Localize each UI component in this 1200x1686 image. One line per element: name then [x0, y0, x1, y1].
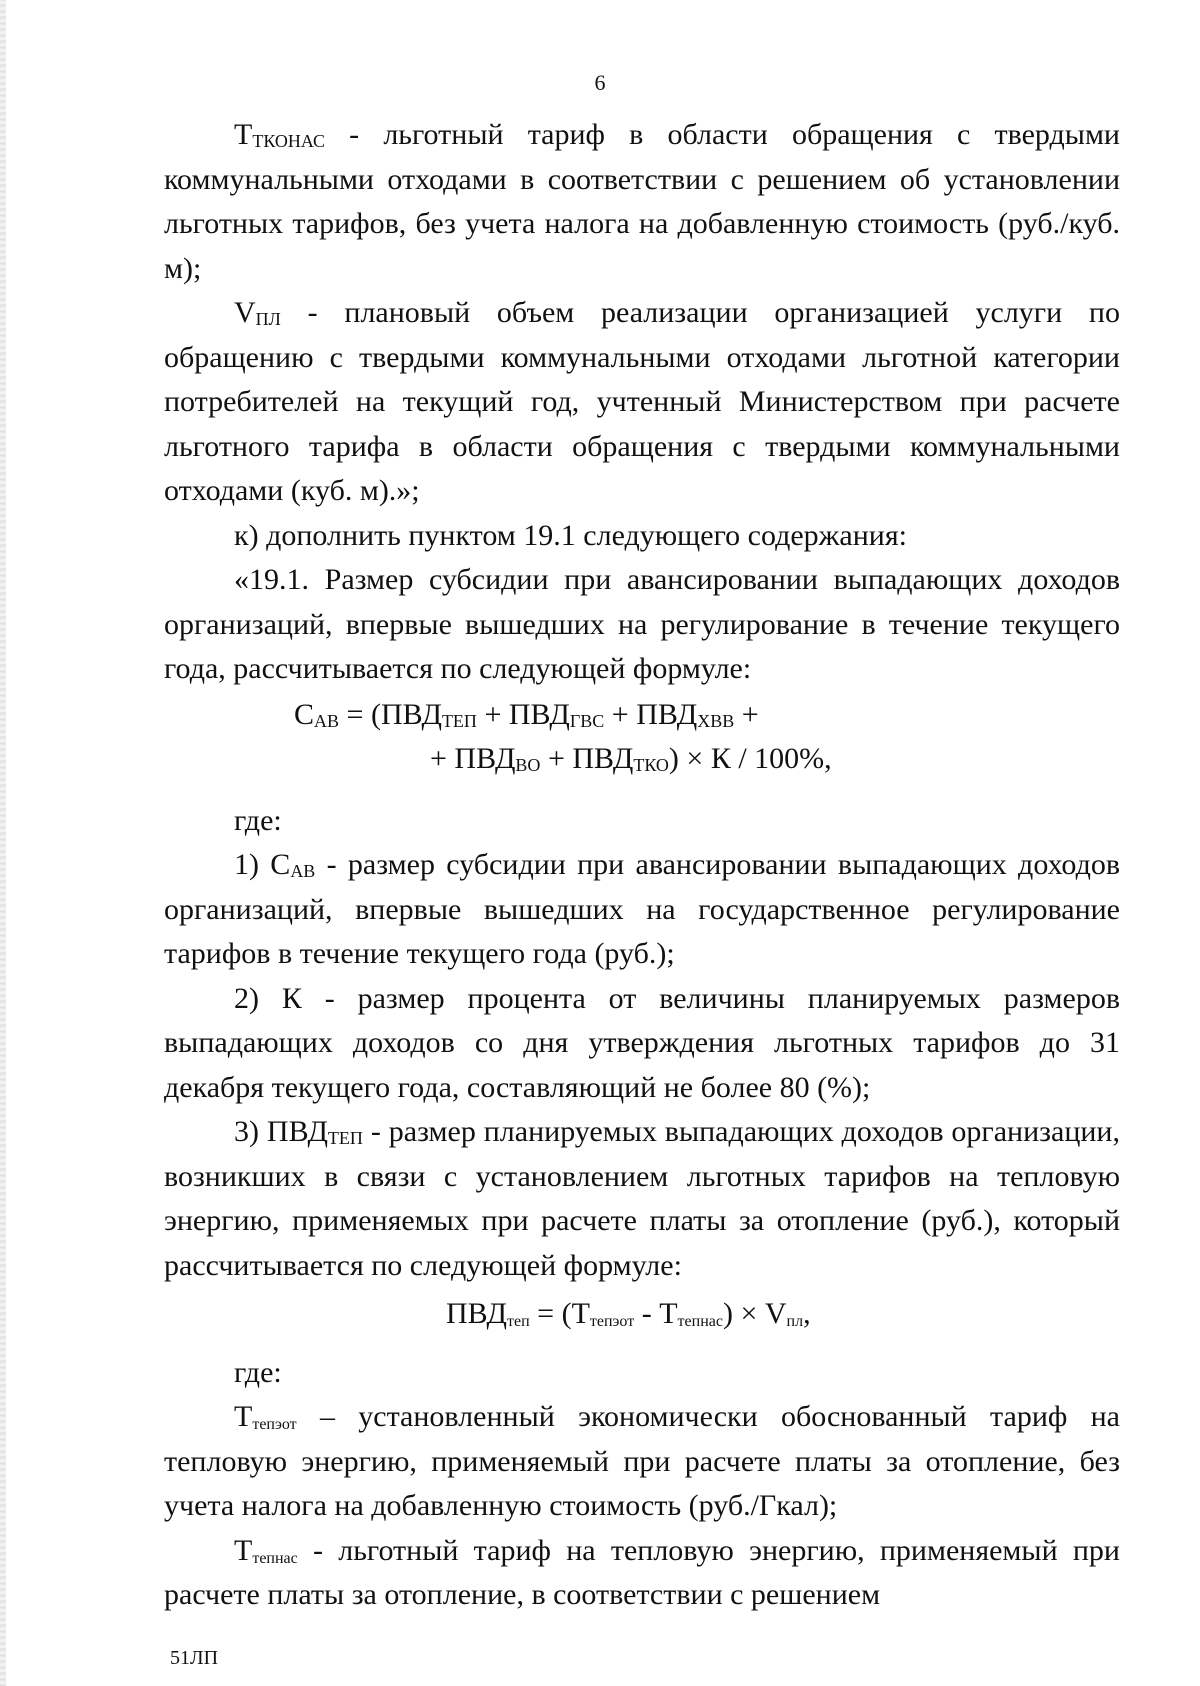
- formula-subsidy-line-1: $С_{АВ} = (ПВД_{ТЕП} + ПВД_{ГВС} + ПВД_{ХВВ}$ +: [294, 697, 759, 731]
- page-number: 6: [594, 70, 606, 95]
- scan-edge: [0, 0, 6, 1686]
- formula-subsidy-line-2: + $ПВД_{ВО} + ПВД_{ТКО}) \times К / 100\%$,: [430, 742, 832, 775]
- paragraph-item-k: к) дополнить пунктом 19.1 следующего содержания:: [234, 518, 907, 552]
- definition-vpl: $V_{ПЛ}$ - плановый объем реализации организацией услуги по обращению с твердыми коммунальными отходами льготной категории потребителей на текущий год, учтенный Министерством при расчете льготного тарифа в области обращения с твердыми коммунальными отходами (куб. м).»;: [164, 296, 1120, 507]
- definition-tepnas: $Т_{тепнас}$ - льготный тариф на тепловую энергию, применяемый при расчете платы за отопление, в соответствии с решением: [164, 1533, 1120, 1611]
- paragraph-19-1: «19.1. Размер субсидии при авансировании выпадающих доходов организаций, впервые вышедших на регулирование в течение текущего года, рассчитывается по следующей формуле:: [164, 563, 1120, 685]
- footer-document-code: 51ЛП: [170, 1647, 219, 1669]
- paragraph-item-2: 2) К - размер процента от величины планируемых размеров выпадающих доходов со дня утверждения льготных тарифов до 31 декабря текущего года, составляющий не более 80 (%);: [164, 981, 1120, 1104]
- document-body: [164, 113, 1120, 1618]
- paragraph-item-1: 1) $С_{АВ}$ - размер субсидии при авансировании выпадающих доходов организаций, впервые вышедших на государственное регулирование тарифов в течение текущего года (руб.);: [164, 848, 1120, 970]
- definition-tepeot: $Т_{тепэот}$ – установленный экономически обоснованный тариф на тепловую энергию, применяемый при расчете платы за отопление, без учета налога на добавленную стоимость (руб./Гкал);: [164, 1400, 1120, 1522]
- where-label: где:: [234, 803, 282, 837]
- where-label-2: где:: [234, 1355, 282, 1389]
- formula-pvd-tep: $ПВД_{теп} = (Т_{тепэот} - Т_{тепнас}) \times V_{пл}$,: [446, 1297, 811, 1330]
- paragraph-item-3: 3) $ПВД_{ТЕП}$ - размер планируемых выпадающих доходов организации, возникших в связи с установлением льготных тарифов на тепловую энергию, применяемых при расчете платы за отопление (руб.), который рассчитывается по следующей формуле:: [164, 1115, 1120, 1282]
- definition-tkonas: $Т_{ТКОНАС}$ - льготный тариф в области обращения с твердыми коммунальными отходами в соответствии с решением об установлении льготных тарифов, без учета налога на добавленную стоимость (руб./куб. м);: [164, 118, 1120, 285]
